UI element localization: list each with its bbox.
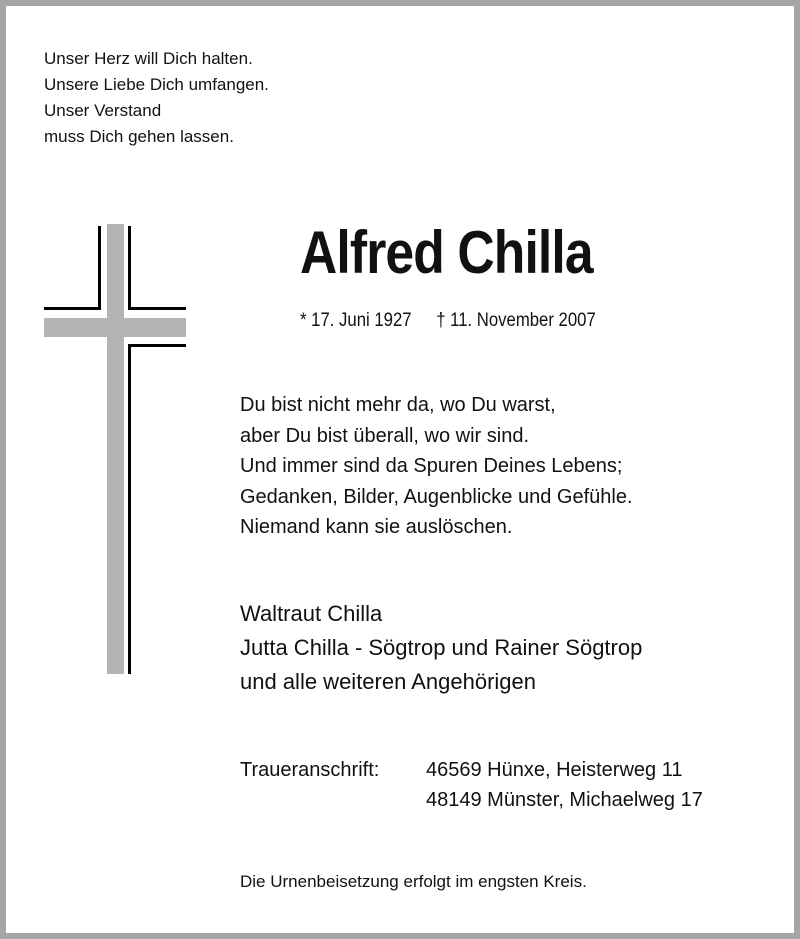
address-label: Traueranschrift: — [240, 759, 380, 781]
address-line: 48149 Münster, Michaelweg 17 — [426, 789, 703, 811]
main-poem — [240, 390, 633, 543]
mourning-address — [240, 755, 703, 815]
poem-line: Und immer sind da Spuren Deines Lebens; — [240, 455, 623, 477]
poem-line: aber Du bist überall, wo wir sind. — [240, 424, 530, 447]
deceased-name: Alfred Chilla — [300, 219, 593, 286]
mourners — [240, 597, 642, 699]
poem-line: Unsere Liebe Dich umfangen. — [44, 75, 269, 94]
poem-line: Unser Verstand — [44, 101, 162, 120]
poem-line: Du bist nicht mehr da, wo Du warst, — [240, 394, 556, 416]
poem-line: Unser Herz will Dich halten. — [44, 49, 253, 68]
burial-note: Die Urnenbeisetzung erfolgt im engsten Kreis. — [240, 872, 587, 891]
life-dates — [300, 310, 620, 332]
poem-line: muss Dich gehen lassen. — [44, 127, 234, 146]
address-line: 46569 Hünxe, Heisterweg 11 — [426, 759, 683, 781]
birth-date: * 17. Juni 1927 — [300, 310, 412, 331]
mourner-line: Jutta Chilla - Sögtrop und Rainer Sögtrop — [240, 635, 643, 660]
death-date: † 11. November 2007 — [436, 310, 596, 331]
mourner-line: und alle weiteren Angehörigen — [240, 669, 537, 694]
mourner-line: Waltraut Chilla — [240, 601, 383, 626]
opening-poem — [44, 46, 269, 150]
poem-line: Niemand kann sie auslöschen. — [240, 516, 513, 538]
poem-line: Gedanken, Bilder, Augenblicke und Gefühle. — [240, 485, 633, 508]
